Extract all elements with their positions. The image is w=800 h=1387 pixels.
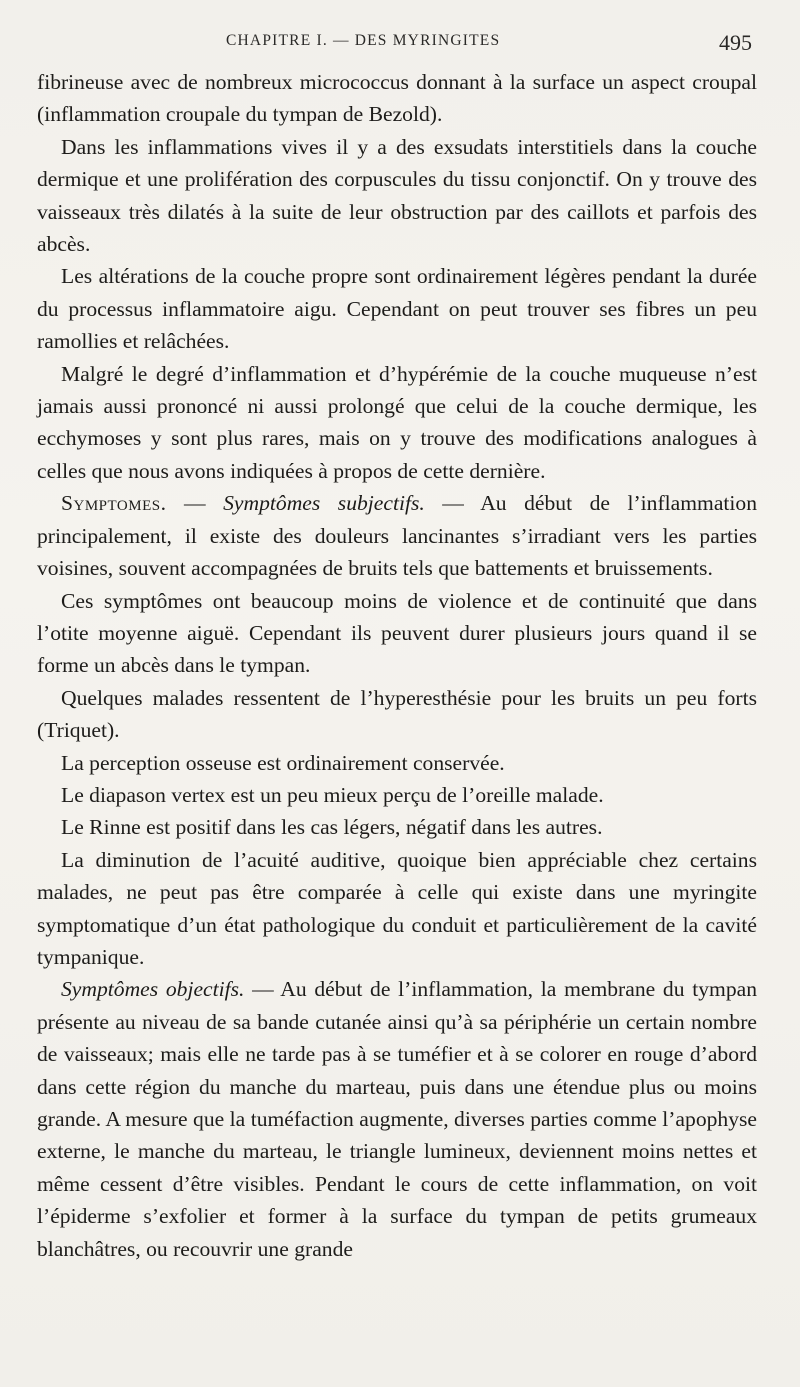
symptomes-objectifs-text: — Au début de l’inflammation, la membrane du tympan présente au niveau de sa bande cutanée ainsi qu’à sa périphérie un certain nombre de vaisseaux; mais elle ne tarde pas à se tuméfier et à se colorer en rouge d’abord dans cette région du manche du marteau, puis dans une étendue plus ou moins grande. A mesure que la tuméfaction augmente, diverses parties comme l’apophyse externe, le manche du marteau, le triangle lumineux, deviennent moins nettes et même cessent d’être visibles. Pendant le cours de cette inflammation, on voit l’épiderme s’exfolier et former à la surface du tympan de petits grumeaux blanchâtres, ou recouvrir une grande bbox=[37, 977, 757, 1261]
subheading-symptomes-objectifs: Symptômes objectifs. bbox=[61, 977, 245, 1002]
subheading-symptomes-subjectifs: Symptômes subjectifs. bbox=[223, 491, 425, 516]
body-text bbox=[37, 66, 757, 1265]
section-heading-symptomes: Symptomes. bbox=[61, 491, 167, 516]
paragraph-hyperesthesie: Quelques malades ressentent de l’hyperesthésie pour les bruits un peu forts (Triquet). bbox=[37, 685, 757, 743]
running-title: CHAPITRE I. — DES MYRINGITES bbox=[226, 32, 501, 49]
paragraph-symptomes bbox=[37, 487, 757, 584]
paragraph-inflammation-vives: Dans les inflammations vives il y a des exsudats interstitiels dans la couche dermique et une prolifération des corpuscules du tissu conjonctif. On y trouve des vaisseaux très dilatés à la suite de leur obstruction par des caillots et parfois des abcès. bbox=[37, 134, 757, 257]
paragraph-acuite-auditive: La diminution de l’acuité auditive, quoique bien appréciable chez certains malades, ne peut pas être comparée à celle qui existe dans une myringite symptomatique d’un état pathologique du conduit et particulièrement de la cavité tympanique. bbox=[37, 847, 757, 969]
symptomes-subjectifs-text: — Au début de l’inflammation principalement, il existe des douleurs lancinantes s’irradiant vers les parties voisines, souvent accompagnées de bruits tels que battements et bruissements. bbox=[37, 491, 758, 581]
paragraph-couche-propre: Les altérations de la couche propre sont ordinairement légères pendant la durée du processus inflammatoire aigu. Cependant on peut trouver ses fibres un peu ramollies et relâchées. bbox=[37, 264, 757, 354]
page-number: 495 bbox=[719, 30, 752, 55]
running-head bbox=[0, 30, 800, 60]
paragraph-couche-muqueuse: Malgré le degré d’inflammation et d’hypérémie de la couche muqueuse n’est jamais aussi prononcé ni aussi prolongé que celui de la couche dermique, les ecchymoses y sont plus rares, mais on y trouve des modifications analogues à celles que nous avons indiquées à propos de cette dernière. bbox=[37, 361, 757, 483]
paragraph-perception-osseuse: La perception osseuse est ordinairement conservée. bbox=[61, 750, 505, 775]
paragraph-rinne: Le Rinne est positif dans les cas légers, négatif dans les autres. bbox=[61, 815, 603, 840]
paragraph-continuation: fibrineuse avec de nombreux micrococcus donnant à la surface un aspect croupal (inflammation croupale du tympan de Bezold). bbox=[37, 70, 757, 127]
heading-dash: — bbox=[166, 491, 224, 516]
paragraph-diapason: Le diapason vertex est un peu mieux perçu de l’oreille malade. bbox=[61, 782, 604, 807]
paragraph-violence: Ces symptômes ont beaucoup moins de violence et de continuité que dans l’otite moyenne aiguë. Cependant ils peuvent durer plusieurs jours quand il se forme un abcès dans le tympan. bbox=[37, 588, 757, 678]
paragraph-symptomes-objectifs bbox=[37, 973, 757, 1265]
